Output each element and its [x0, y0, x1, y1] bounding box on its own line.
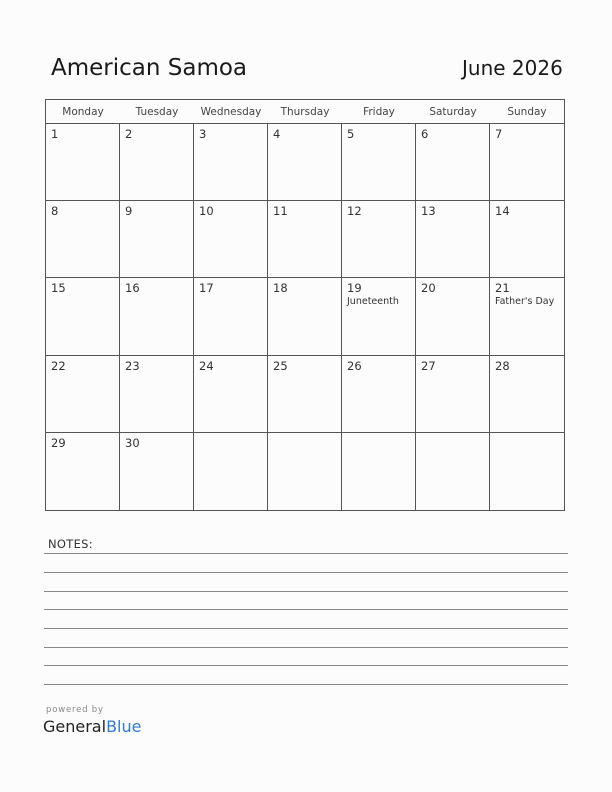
day-number: 26 [347, 358, 362, 373]
day-number: 29 [51, 435, 66, 450]
day-cell[interactable] [490, 124, 564, 201]
day-cell[interactable] [416, 124, 490, 201]
day-cell[interactable] [490, 356, 564, 433]
day-cell[interactable] [268, 433, 342, 510]
logo-general: General [43, 717, 107, 736]
month-title: June 2026 [462, 56, 563, 80]
note-line [44, 628, 568, 629]
day-number: 8 [51, 204, 59, 219]
day-number: 14 [495, 204, 510, 219]
day-cell[interactable] [342, 356, 416, 433]
note-line [44, 572, 568, 573]
calendar-grid [45, 99, 565, 511]
weekday-header: Monday [46, 100, 120, 124]
day-number: 12 [347, 204, 362, 219]
day-cell[interactable] [46, 278, 120, 355]
day-number: 10 [199, 204, 214, 219]
day-number: 20 [421, 281, 436, 296]
region-title: American Samoa [51, 55, 248, 81]
weekday-header: Thursday [268, 100, 342, 124]
holiday-label: Juneteenth [347, 296, 399, 308]
day-number: 24 [199, 358, 214, 373]
day-cell[interactable] [416, 356, 490, 433]
day-cell[interactable] [490, 433, 564, 510]
weekday-header: Friday [342, 100, 416, 124]
weekday-header: Tuesday [120, 100, 194, 124]
day-cell[interactable] [342, 124, 416, 201]
day-number: 1 [51, 127, 59, 141]
day-cell[interactable] [268, 124, 342, 201]
day-cell[interactable] [120, 433, 194, 510]
day-number: 22 [51, 358, 66, 373]
day-cell[interactable] [342, 433, 416, 510]
day-cell[interactable] [268, 201, 342, 278]
day-number: 25 [273, 358, 288, 373]
day-cell[interactable] [268, 356, 342, 433]
day-cell[interactable] [46, 201, 120, 278]
day-number: 16 [125, 281, 140, 296]
day-number: 19 [347, 281, 362, 296]
day-number: 4 [273, 127, 281, 141]
note-line [44, 591, 568, 592]
day-cell[interactable] [194, 124, 268, 201]
day-cell[interactable] [120, 278, 194, 355]
day-cell[interactable] [490, 201, 564, 278]
day-number: 11 [273, 204, 288, 219]
weekday-header: Sunday [490, 100, 564, 124]
day-cell[interactable] [342, 278, 416, 355]
day-cell[interactable] [120, 124, 194, 201]
day-cell[interactable] [46, 433, 120, 510]
day-cell[interactable] [342, 201, 416, 278]
day-number: 17 [199, 281, 214, 296]
day-number: 18 [273, 281, 288, 296]
weekday-header: Saturday [416, 100, 490, 124]
day-number: 23 [125, 358, 140, 373]
day-cell[interactable] [46, 356, 120, 433]
day-cell[interactable] [490, 278, 564, 355]
day-number: 3 [199, 127, 207, 141]
day-cell[interactable] [194, 356, 268, 433]
weekday-header: Wednesday [194, 100, 268, 124]
holiday-label: Father's Day [495, 296, 555, 308]
day-cell[interactable] [416, 278, 490, 355]
day-number: 15 [51, 281, 66, 296]
day-number: 7 [495, 127, 503, 141]
day-cell[interactable] [46, 124, 120, 201]
logo-blue: Blue [106, 717, 142, 736]
day-cell[interactable] [416, 433, 490, 510]
day-number: 5 [347, 127, 355, 141]
day-cell[interactable] [416, 201, 490, 278]
note-line [44, 647, 568, 648]
note-line [44, 553, 568, 554]
day-number: 21 [495, 281, 510, 296]
note-line [44, 609, 568, 610]
day-number: 9 [125, 204, 133, 219]
day-number: 13 [421, 204, 436, 219]
day-number: 6 [421, 127, 429, 141]
day-cell[interactable] [194, 201, 268, 278]
generalblue-logo[interactable] [43, 717, 141, 736]
notes-label: NOTES: [48, 537, 93, 551]
day-cell[interactable] [194, 433, 268, 510]
day-cell[interactable] [194, 278, 268, 355]
day-cell[interactable] [268, 278, 342, 355]
note-line [44, 684, 568, 685]
day-number: 28 [495, 358, 510, 373]
day-number: 30 [125, 435, 140, 450]
note-line [44, 665, 568, 666]
powered-by-text: powered by [46, 705, 104, 715]
day-number: 27 [421, 358, 436, 373]
day-number: 2 [125, 127, 133, 141]
day-cell[interactable] [120, 201, 194, 278]
day-cell[interactable] [120, 356, 194, 433]
